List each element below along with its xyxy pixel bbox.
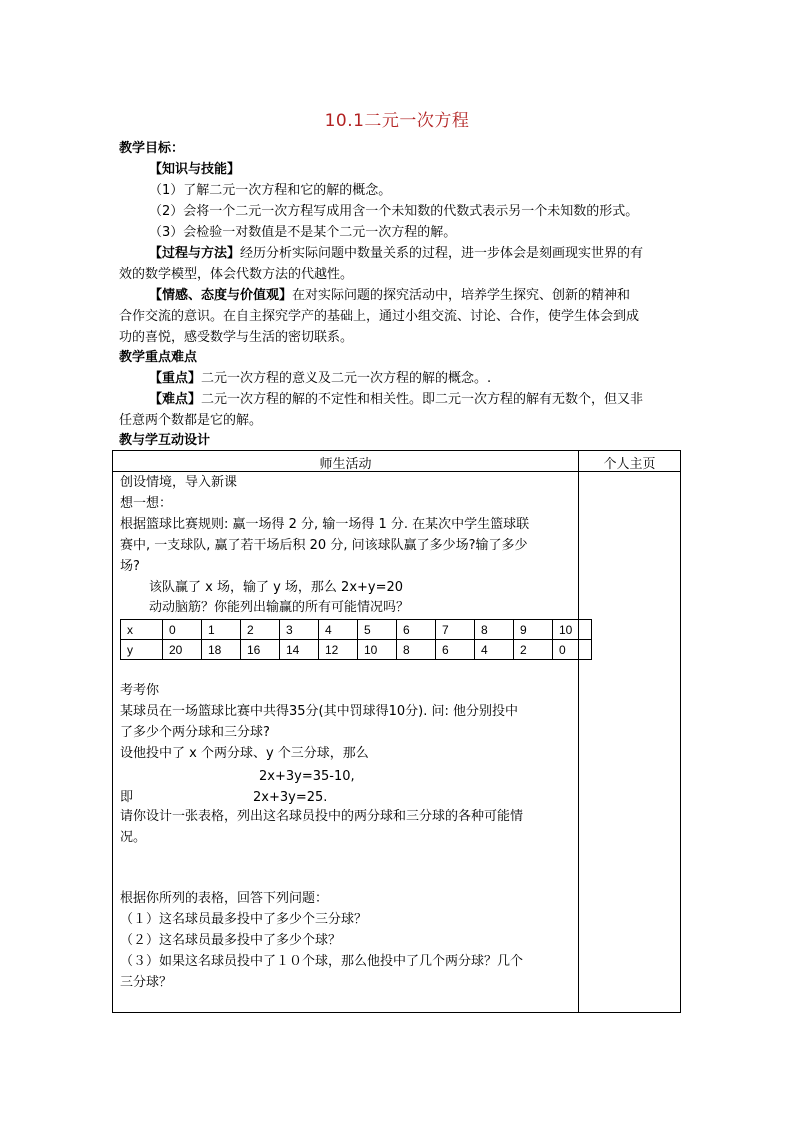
x-cell: 9 <box>514 620 553 640</box>
quiz-question-2: （２）这名球员最多投中了多少个球？ <box>120 933 342 948</box>
x-cell: 5 <box>358 620 397 640</box>
y-cell: 18 <box>202 640 241 660</box>
knowledge-item-1: （1）了解二元一次方程和它的解的概念。 <box>149 183 392 198</box>
y-cell: 8 <box>397 640 436 660</box>
equation-line: 该队赢了 x 场，输了 y 场，那么 2x+y=20 <box>149 580 404 595</box>
y-cell: 2 <box>514 640 553 660</box>
problem-line-2: 赛中, 一支球队, 赢了若干场后积 20 分, 问该球队赢了多少场?输了多少 <box>120 538 528 553</box>
y-cell: 6 <box>436 640 475 660</box>
knowledge-item-3: （3）会检验一对数值是不是某个二元一次方程的解。 <box>149 225 457 240</box>
emotion-label: 【情感、态度与价值观】 <box>149 288 293 303</box>
y-cell: 12 <box>319 640 358 660</box>
x-cell: 10 <box>553 620 592 640</box>
difficulty-label: 【难点】 <box>149 392 202 407</box>
quiz-line-7: 况。 <box>120 830 147 845</box>
y-row <box>121 640 592 660</box>
intro-line: 创设情境，导入新课 <box>120 475 238 490</box>
process-label: 【过程与方法】 <box>149 246 241 261</box>
emotion-text: 在对实际问题的探究活动中，培养学生探究、创新的精神和 <box>292 288 631 303</box>
x-label-cell: x <box>121 620 163 640</box>
process-text: 经历分析实际问题中数量关系的过程，进一步体会是刻画现实世界的有 <box>240 246 644 261</box>
difficulty-line-2: 任意两个数都是它的解。 <box>119 413 263 428</box>
x-cell: 7 <box>436 620 475 640</box>
process-line-2: 效的数学模型，体会代数方法的代越性。 <box>119 267 354 282</box>
quiz-equation-1: 2x+3y=35-10, <box>259 769 355 784</box>
emotion-line-3: 功的喜悦，感受数学与生活的密切联系。 <box>119 330 354 345</box>
x-cell: 8 <box>475 620 514 640</box>
xy-values-table <box>120 619 592 660</box>
quiz-question-1: （１）这名球员最多投中了多少个三分球？ <box>120 912 368 927</box>
x-cell: 3 <box>280 620 319 640</box>
y-cell: 16 <box>241 640 280 660</box>
emotion-line-1 <box>149 286 709 306</box>
column-header-activities: 师生活动 <box>319 457 372 472</box>
emotion-line-2: 合作交流的意识。在自主探究学产的基础上，通过小组交流、讨论、合作，使学生体会到成 <box>119 309 640 324</box>
page-title: 10.1二元一次方程 <box>324 111 470 131</box>
y-cell: 10 <box>358 640 397 660</box>
y-label-cell: y <box>121 640 163 660</box>
quiz-line-2: 了多少个两分球和三分球? <box>120 725 270 740</box>
quiz-line-1: 某球员在一场篮球比赛中共得35分(其中罚球得10分). 问: 他分别投中 <box>120 704 519 719</box>
key-text: 二元一次方程的意义及二元一次方程的解的概念。. <box>201 371 492 386</box>
quiz-line-8: 根据你所列的表格，回答下列问题： <box>120 891 329 906</box>
quiz-then-label: 即 <box>120 790 134 805</box>
y-cell: 0 <box>553 640 592 660</box>
knowledge-label: 【知识与技能】 <box>149 162 241 177</box>
column-header-personal: 个人主页 <box>603 457 656 472</box>
y-cell: 14 <box>280 640 319 660</box>
problem-line-1: 根据篮球比赛规则: 赢一场得 2 分, 输一场得 1 分. 在某次中学生篮球联 <box>120 517 530 532</box>
quiz-question-3-line-1: （３）如果这名球员投中了１０个球，那么他投中了几个两分球？几个 <box>120 954 524 969</box>
difficulty-text: 二元一次方程的解的不定性和相关性。即二元一次方程的解有无数个，但又非 <box>201 392 644 407</box>
quiz-heading: 考考你 <box>120 683 160 698</box>
x-cell: 6 <box>397 620 436 640</box>
x-cell: 2 <box>241 620 280 640</box>
process-line-1 <box>149 244 709 264</box>
difficulty-line-1 <box>149 390 709 410</box>
quiz-line-3: 设他投中了 x 个两分球、y 个三分球，那么 <box>120 746 369 761</box>
x-cell: 1 <box>202 620 241 640</box>
think-line: 想一想： <box>120 496 173 511</box>
quiz-line-6: 请你设计一张表格，列出这名球员投中的两分球和三分球的各种可能情 <box>120 809 524 824</box>
y-cell: 4 <box>475 640 514 660</box>
column-divider <box>578 451 579 1012</box>
knowledge-item-2: （2）会将一个二元一次方程写成用含一个未知数的代数式表示另一个未知数的形式。 <box>149 204 639 219</box>
quiz-question-3-line-2: 三分球？ <box>120 975 173 990</box>
x-cell: 4 <box>319 620 358 640</box>
quiz-equation-2: 2x+3y=25. <box>253 790 328 805</box>
key-line <box>149 369 709 389</box>
problem-line-3: 场? <box>120 559 140 574</box>
design-heading: 教与学互动设计 <box>119 433 211 448</box>
y-cell: 20 <box>163 640 202 660</box>
x-row <box>121 620 592 640</box>
goals-heading: 教学目标： <box>119 141 185 156</box>
x-cell: 0 <box>163 620 202 640</box>
key-label: 【重点】 <box>149 371 202 386</box>
prompt-line: 动动脑筋？你能列出输赢的所有可能情况吗？ <box>149 600 410 615</box>
keypoints-heading: 教学重点难点 <box>119 350 198 365</box>
